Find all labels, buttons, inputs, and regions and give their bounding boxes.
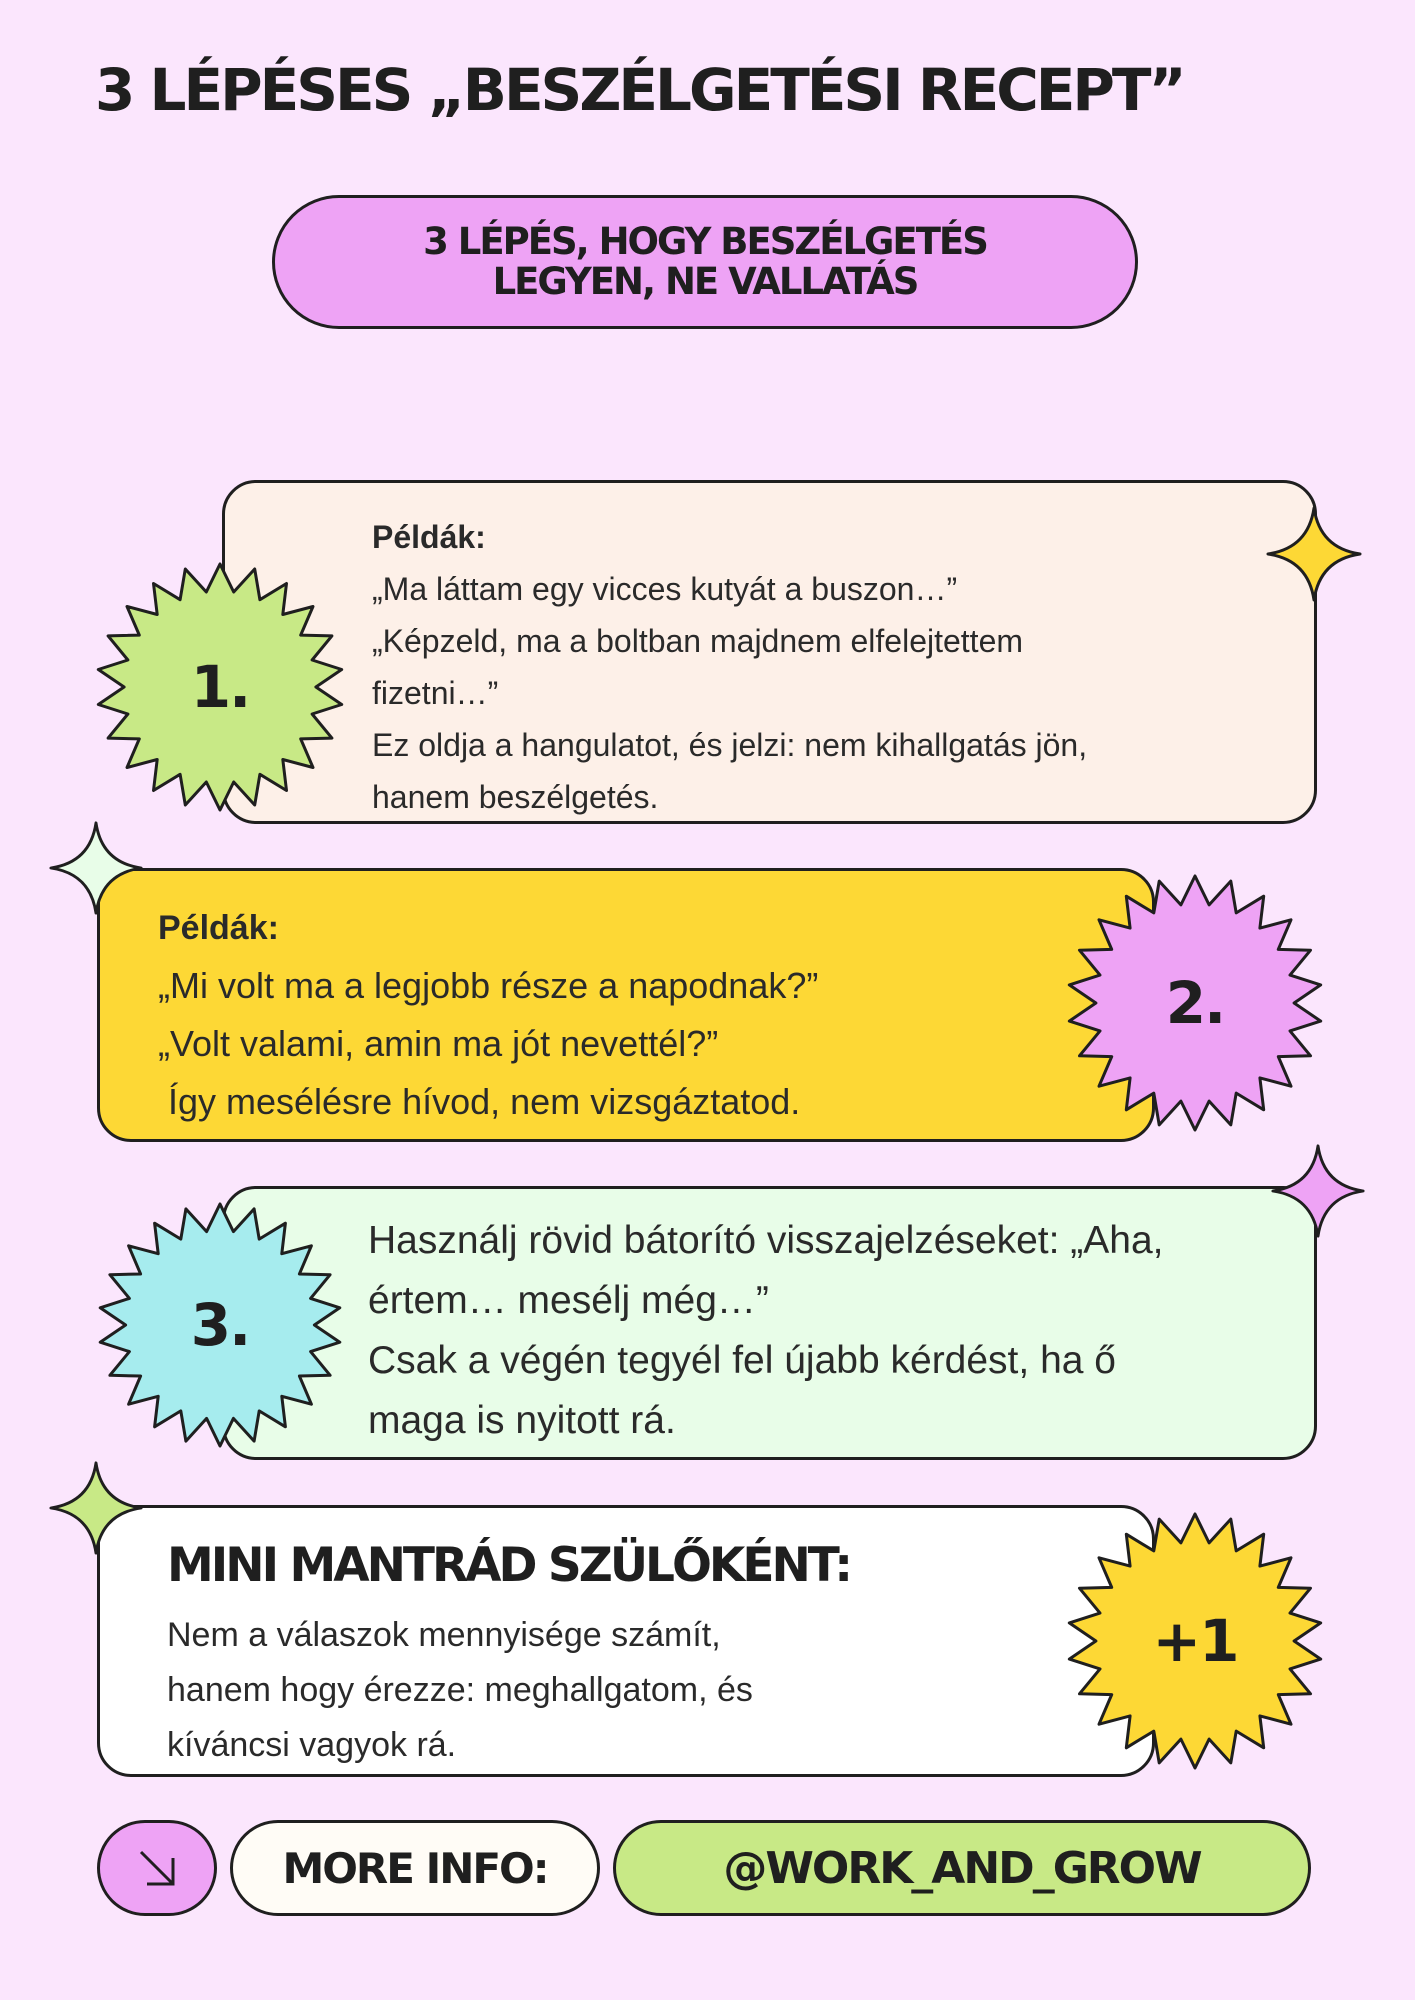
step-1-number: 1.: [190, 653, 250, 721]
step-2-number: 2.: [1165, 969, 1225, 1037]
step-2-line: „Volt valami, amin ma jót nevettél?”: [158, 1023, 719, 1064]
step-1-line: Ez oldja a hangulatot, és jelzi: nem kihallgatás jön,: [372, 727, 1088, 763]
sparkle-mint-icon: [48, 820, 144, 916]
more-info-label: MORE INFO:: [282, 1843, 548, 1893]
mantra-line: hanem hogy érezze: meghallgatom, és: [167, 1671, 753, 1709]
step-3-line: Használj rövid bátorító visszajelzéseket: „Aha,: [368, 1219, 1164, 1262]
subtitle-pill: [272, 195, 1138, 329]
step-2-label: Példák:: [158, 909, 279, 947]
step-1-card: [222, 480, 1317, 824]
step-1-badge: [88, 560, 352, 814]
arrow-button[interactable]: [97, 1820, 217, 1916]
subtitle-text: 3 LÉPÉS, HOGY BESZÉLGETÉS LEGYEN, NE VALLATÁS: [423, 220, 987, 303]
page-title: 3 LÉPÉSES „BESZÉLGETÉSI RECEPT”: [95, 56, 1184, 124]
step-2-card: [97, 868, 1155, 1142]
step-3-badge: [88, 1200, 352, 1450]
more-info-pill: [230, 1820, 600, 1916]
handle-text: @WORK_AND_GROW: [723, 1842, 1201, 1894]
step-2-line: „Mi volt ma a legjobb része a napodnak?”: [158, 965, 819, 1006]
handle-link[interactable]: [613, 1820, 1311, 1916]
arrow-down-right-icon: [131, 1842, 183, 1894]
mantra-badge-text: +1: [1152, 1607, 1238, 1675]
step-1-line: hanem beszélgetés.: [372, 779, 659, 815]
mantra-title: MINI MANTRÁD SZÜLŐKÉNT:: [167, 1538, 851, 1593]
step-1-line: „Képzeld, ma a boltban majdnem elfelejtettem: [372, 623, 1024, 659]
sparkle-pink-icon: [1270, 1143, 1366, 1239]
step-2-badge: [1060, 872, 1330, 1134]
mantra-line: Nem a válaszok mennyisége számít,: [167, 1616, 721, 1654]
step-2-line: Így mesélésre hívod, nem vizsgáztatod.: [158, 1081, 801, 1122]
mantra-badge: [1060, 1510, 1330, 1772]
mantra-line: kíváncsi vagyok rá.: [167, 1726, 457, 1764]
step-1-line: fizetni…”: [372, 675, 499, 711]
step-3-number: 3.: [190, 1291, 250, 1359]
step-3-line: maga is nyitott rá.: [368, 1399, 676, 1442]
step-1-line: „Ma láttam egy vicces kutyát a buszon…”: [372, 571, 958, 607]
step-3-card: [222, 1186, 1317, 1460]
mantra-card: [97, 1505, 1155, 1777]
step-3-line: értem… mesélj még…”: [368, 1279, 769, 1322]
step-3-line: Csak a végén tegyél fel újabb kérdést, ha ő: [368, 1339, 1116, 1382]
sparkle-yellow-icon: [1265, 505, 1363, 603]
step-1-label: Példák:: [372, 519, 486, 555]
sparkle-green-icon: [48, 1460, 144, 1556]
